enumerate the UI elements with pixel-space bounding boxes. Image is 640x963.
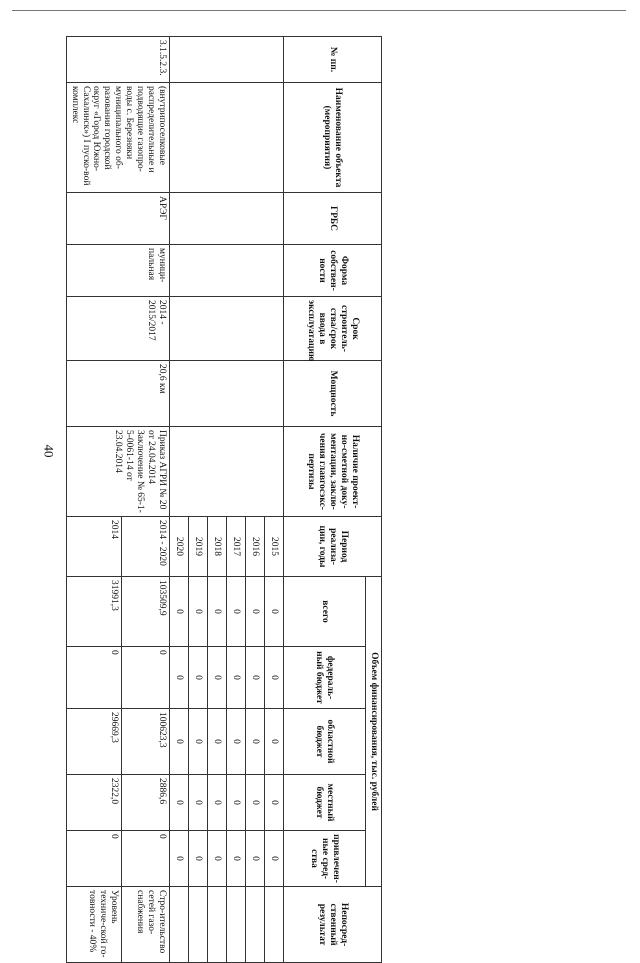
object-ownership: муници-пальная [66,245,169,297]
year-cell: 2016 [246,517,265,577]
object-period-build: 2014 - 2015/2017 [66,297,169,361]
financing-table [66,36,382,963]
header-name: Наименование объекта (мероприятия) [284,83,382,193]
federal-cell: 0 [170,647,189,709]
federal-cell: 0 [121,647,169,709]
header-capacity: Мощность [284,361,382,427]
header-funding: Объем финансирования, тыс. рублей [366,577,382,887]
header-ownership: Форма собствен-ности [284,245,382,297]
result-cell [208,887,227,963]
regional-cell: 0 [189,709,208,775]
attracted-cell: 0 [246,831,265,887]
header-period: Период реализа-ции, годы [284,517,382,577]
year-cell: 2019 [189,517,208,577]
result-cell [189,887,208,963]
attracted-cell: 0 [227,831,246,887]
local-cell: 0 [189,775,208,831]
total-cell: 0 [265,577,284,647]
object-grbs: АРЭГ [66,193,169,245]
header-grbs: ГРБС [284,193,382,245]
object-capacity: 20,6 км [66,361,169,427]
object-name: (внутрипоселковые распределительные и подводящие газопро-воды с. Березняки муниципального об-разования городской округ «Город Южно-Сахалинск») I пуско-вой комплекс [66,83,169,193]
rotated-table-wrapper [69,36,382,958]
total-cell: 0 [227,577,246,647]
result-cell [227,887,246,963]
regional-cell: 0 [227,709,246,775]
total-cell: 31991,3 [66,577,121,647]
attracted-cell: 0 [170,831,189,887]
total-cell: 0 [189,577,208,647]
page-number: 40 [41,444,57,458]
empty-cell [170,83,284,193]
empty-cell [170,427,284,517]
empty-cell [170,245,284,297]
result-cell [265,887,284,963]
local-cell: 2322,0 [66,775,121,831]
federal-cell: 0 [265,647,284,709]
year-cell: 2015 [265,517,284,577]
attracted-cell: 0 [208,831,227,887]
regional-cell: 0 [208,709,227,775]
federal-cell: 0 [66,647,121,709]
federal-cell: 0 [189,647,208,709]
federal-cell: 0 [246,647,265,709]
regional-cell: 0 [246,709,265,775]
local-cell: 0 [170,775,189,831]
header-docs: Наличие проект-но-сметной доку-ментации, заклю-чения главгосэкс-пертизы [284,427,382,517]
federal-cell: 0 [208,647,227,709]
object-num: 3.1.5.2.3. [66,37,169,83]
year-cell: 2017 [227,517,246,577]
total-cell: 0 [170,577,189,647]
attracted-cell: 0 [121,831,169,887]
total-cell: 0 [208,577,227,647]
local-cell: 2886,6 [121,775,169,831]
regional-cell: 100623,3 [121,709,169,775]
result-cell [170,887,189,963]
empty-cell [170,37,284,83]
header-local: местный бюджет [284,775,366,831]
year-cell: 2020 [170,517,189,577]
empty-cell [170,361,284,427]
header-regional: областной бюджет [284,709,366,775]
local-cell: 0 [208,775,227,831]
result-cell: Уровень техниче-ской го-товности - 40% [66,887,121,963]
object-docs: Приказ АГРИ № 20 от 24.04.2014 Заключение № 65-1-5-0061-14 от 23.04.2014 [66,427,169,517]
result-cell: Стро-ительство сетей газо-снабжения [121,887,169,963]
header-federal: федераль-ный бюджет [284,647,366,709]
header-result: Непосред-ственный результат [284,887,382,963]
attracted-cell: 0 [265,831,284,887]
header-attracted: привлечен-ные сред-ства [284,831,366,887]
regional-cell: 29669,3 [66,709,121,775]
year-cell: 2014 - 2020 [121,517,169,577]
year-cell: 2018 [208,517,227,577]
header-num: № пп. [284,37,382,83]
total-cell: 0 [246,577,265,647]
local-cell: 0 [246,775,265,831]
local-cell: 0 [265,775,284,831]
year-cell: 2014 [66,517,121,577]
top-rule [12,10,626,11]
empty-cell [170,193,284,245]
result-cell [246,887,265,963]
header-period-build: Срок строитель-ства/срок ввода в эксплуатацию [284,297,382,361]
attracted-cell: 0 [189,831,208,887]
regional-cell: 0 [170,709,189,775]
table-row [121,37,169,963]
local-cell: 0 [227,775,246,831]
federal-cell: 0 [227,647,246,709]
header-total: всего [284,577,366,647]
empty-cell [170,297,284,361]
table-row [265,37,284,963]
regional-cell: 0 [265,709,284,775]
total-cell: 103509,9 [121,577,169,647]
attracted-cell: 0 [66,831,121,887]
